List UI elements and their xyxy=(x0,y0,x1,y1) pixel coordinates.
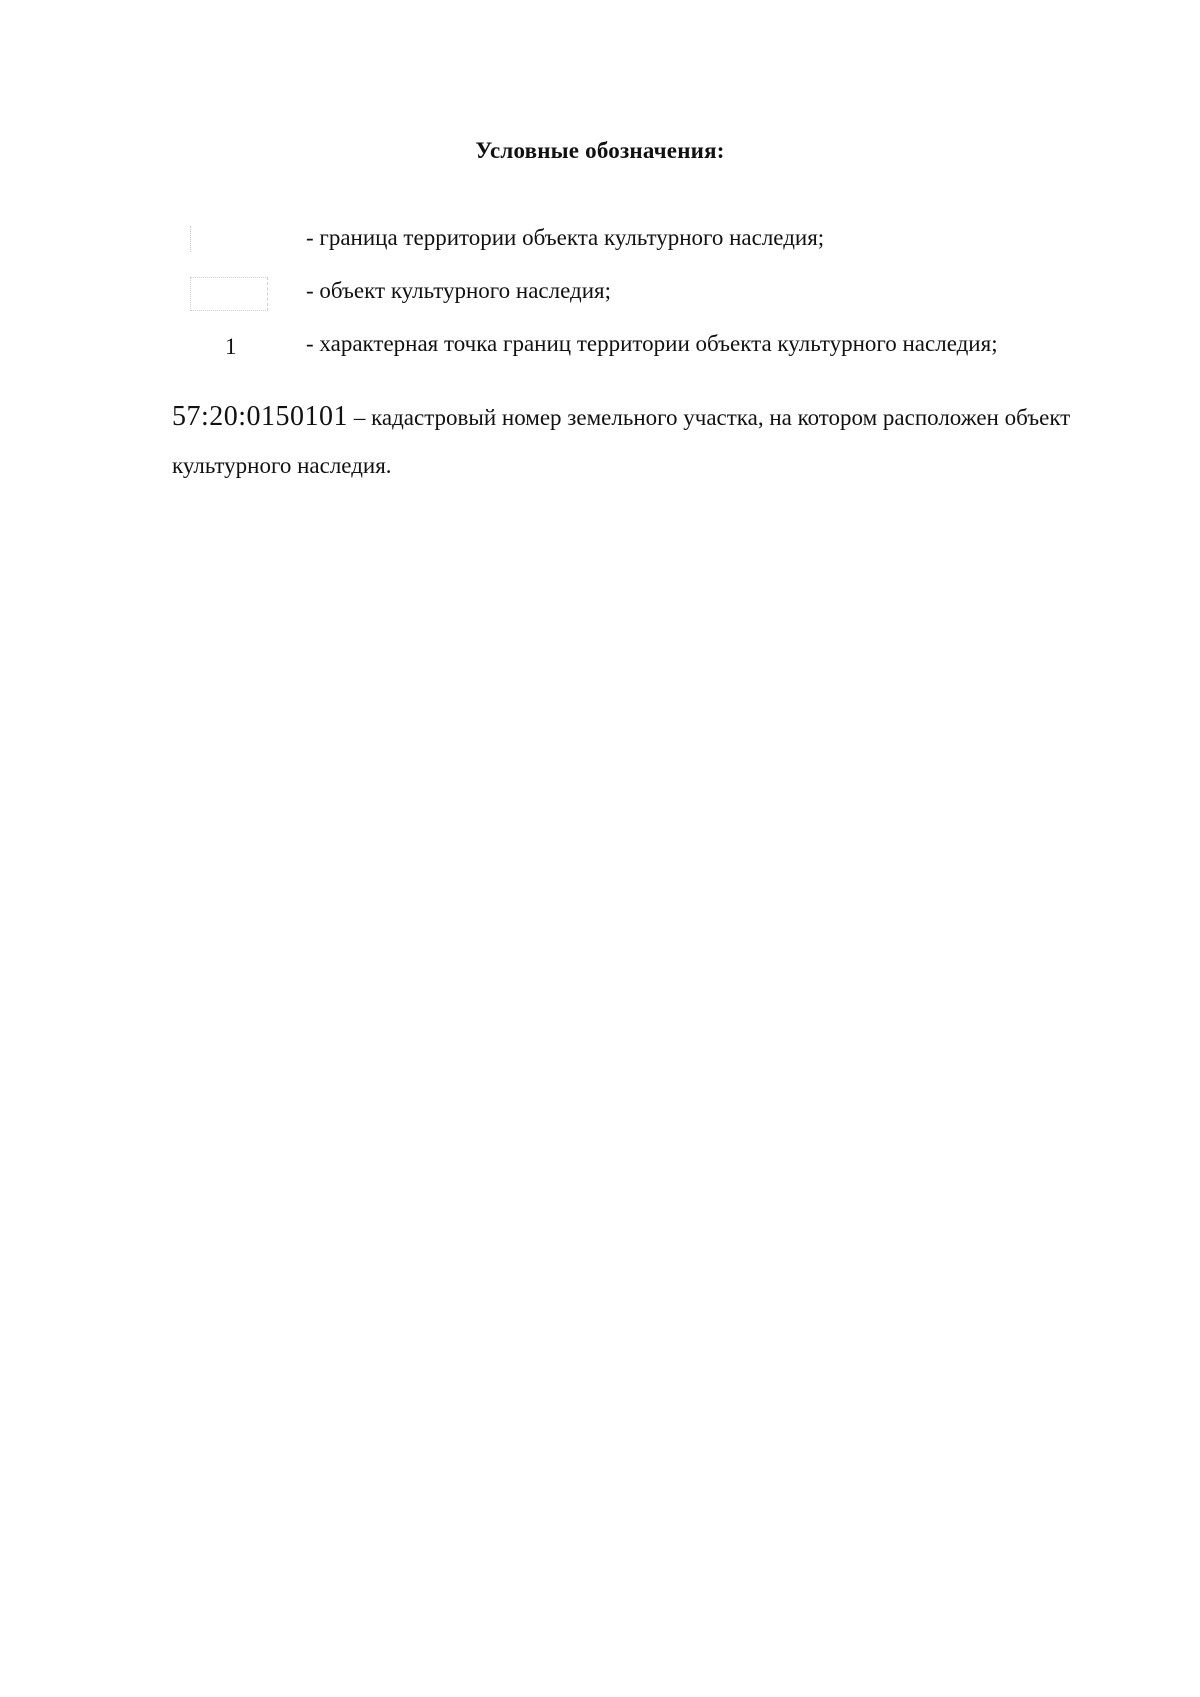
legend-heading: Условные обозначения: xyxy=(475,138,725,163)
point-number-label xyxy=(185,328,275,364)
legend-item-text: - характерная точка границ территории объекта культурного наследия; xyxy=(306,331,998,356)
heritage-object-symbol xyxy=(190,277,268,311)
boundary-line-symbol xyxy=(190,226,191,252)
dotted-boundary-line-icon xyxy=(185,222,275,258)
legend-item-text: - граница территории объекта культурного наследия; xyxy=(306,225,825,250)
legend-item-characteristic-point xyxy=(0,328,1200,364)
legend-item-boundary xyxy=(0,222,1200,258)
cadastral-number: 57:20:0150101 xyxy=(172,401,349,432)
legend-item-heritage-object xyxy=(0,275,1200,311)
dotted-rectangle-icon xyxy=(185,275,275,311)
cadastral-description: – кадастровый номер земельного участка, на котором расположен объект культурного наследия. xyxy=(172,405,1071,478)
cadastral-note xyxy=(172,393,1132,490)
point-number: 1 xyxy=(225,334,237,359)
legend-item-text: - объект культурного наследия; xyxy=(306,278,611,303)
